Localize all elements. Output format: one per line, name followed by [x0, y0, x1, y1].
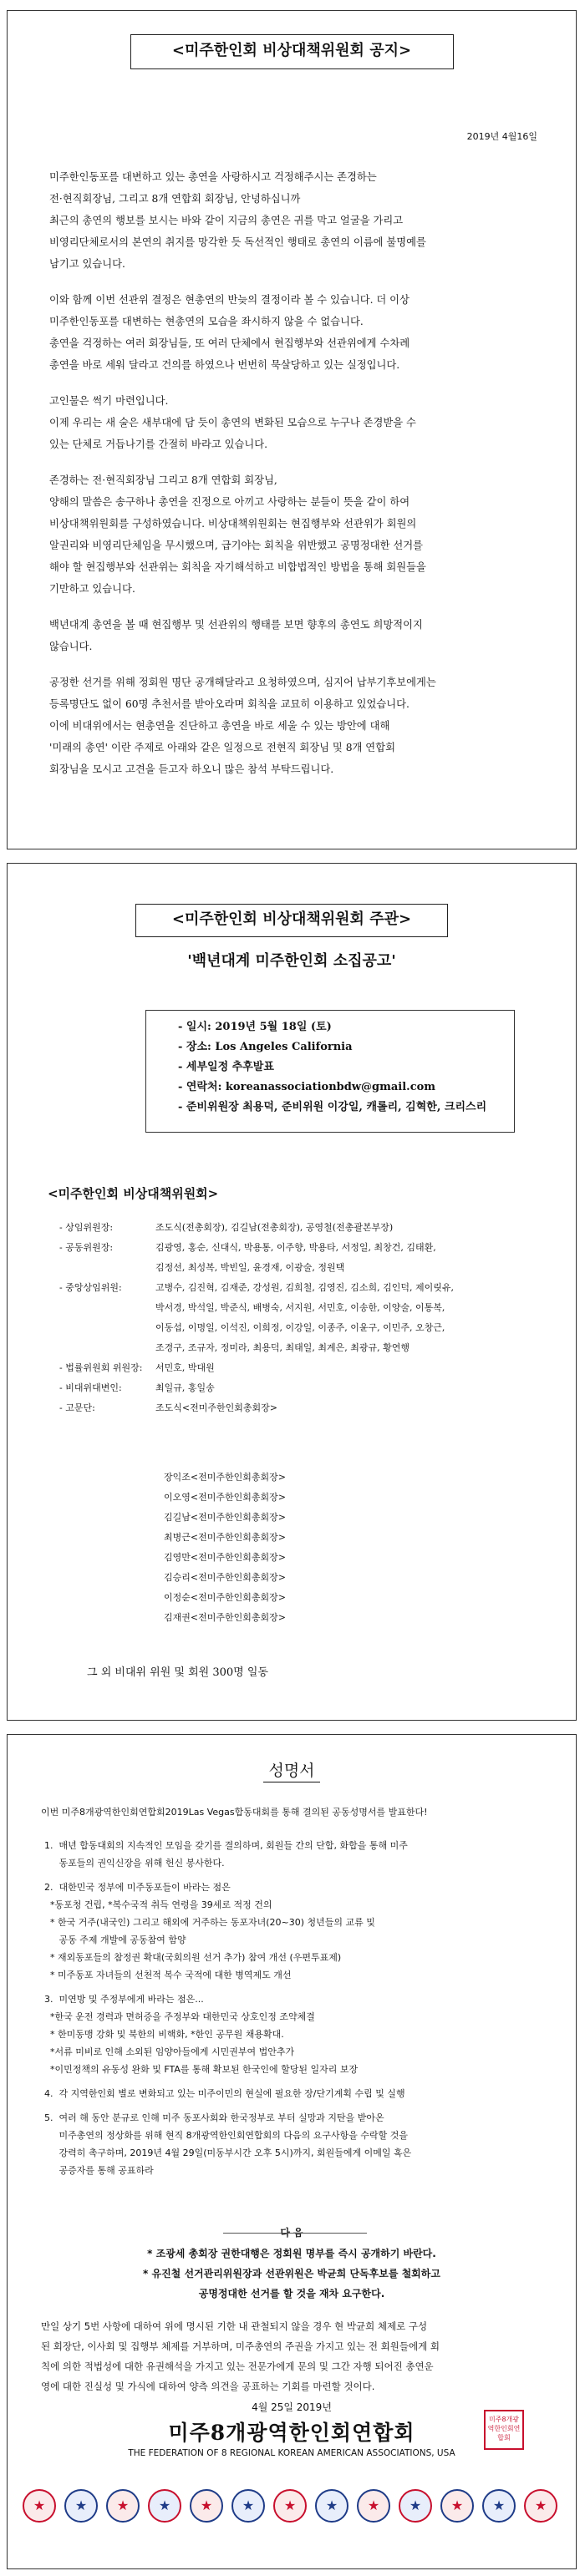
association-emblem-icon [64, 2489, 98, 2523]
org-title: <미주한인회 비상대책위원회> [48, 1186, 219, 1201]
statement-line: 4. 각 지역한인회 별로 변화되고 있는 미주이민의 현실에 필요한 장/단기계획 수립 및 실행 [44, 2088, 405, 2099]
notice-line: 회장님을 모시고 고견을 듣고자 하오니 많은 참석 부탁드립니다. [49, 763, 334, 775]
notice-line: 있는 단체로 거듭나기를 간절히 바라고 있습니다. [49, 439, 268, 450]
convocation-title: <미주한인회 비상대책위원회 주관> [135, 904, 448, 937]
notice-paragraph [49, 390, 551, 455]
emblem-star-icon: ★ [283, 2497, 297, 2513]
org-role-members: 조도식(전총회장), 김길남(전총회장), 공영철(전총괄본부장) [155, 1222, 394, 1233]
demands-list [8, 2244, 576, 2304]
notice-title: <미주한인회 비상대책위원회 공지> [130, 34, 454, 69]
statement-line: 강력히 촉구하며, 2019년 4월 29일(미동부시간 오후 5시)까지, 회원들에게 이메일 혹은 [44, 2148, 412, 2158]
org-role-members: 최일규, 홍일송 [155, 1382, 215, 1393]
org-role-label: - 중앙상임위원: [59, 1282, 122, 1293]
org-role-members: 이동섭, 이명일, 이석진, 이희정, 이강일, 이종주, 이윤구, 이민주, 오창근, [155, 1322, 445, 1333]
org-role-label: - 법률위원회 위원장: [59, 1362, 143, 1373]
notice-line: 이에 비대위에서는 현총연을 진단하고 총연을 바로 세울 수 있는 방안에 대해 [49, 720, 390, 732]
notice-paragraph [49, 614, 551, 657]
statement-line: 1. 매년 합동대회의 지속적인 모임을 갖기를 결의하며, 회원들 간의 단합, 화합을 통해 미주 [44, 1840, 408, 1851]
demands-title: 다 음 [280, 2227, 303, 2239]
notice-line: 알권리와 비영리단체임을 무시했으며, 급기야는 회칙을 위반했고 공명정대한 선거를 [49, 540, 424, 551]
org-row [59, 1258, 561, 1278]
statement-title: 성명서 [263, 1762, 319, 1782]
info-item: - 세부일정 추후발표 [178, 1061, 274, 1073]
statement-line: * 한미동맹 강화 및 북한의 비핵화, *한인 공무원 채용확대. [44, 2029, 284, 2040]
advisor-name: 김영만<전미주한인회총회장> [164, 1552, 286, 1563]
emblem-row [8, 2482, 576, 2533]
org-members [59, 1218, 561, 1418]
notice-panel [7, 10, 577, 849]
notice-date: 2019년 4월16일 [466, 131, 537, 142]
org-role-label [59, 1318, 155, 1338]
statement-item [44, 2109, 562, 2179]
notice-line: 이제 우리는 새 술은 새부대에 담 듯이 총연의 변화된 모습으로 누구나 존경받을 수 [49, 417, 416, 428]
notice-paragraph [49, 672, 551, 780]
org-role-members: 조도식<전미주한인회총회장> [155, 1402, 277, 1413]
closing-line: 된 회장단, 이사회 및 집행부 체제를 거부하며, 미주총연의 주권을 가지고 있는 전 회원들에게 회 [41, 2340, 440, 2352]
emblem-star-icon: ★ [242, 2497, 255, 2513]
info-list [178, 1017, 486, 1118]
notice-line: 비영리단체로서의 본연의 취지를 망각한 듯 독선적인 행태로 총연의 이름에 불명예를 [49, 236, 426, 248]
convocation-panel [7, 863, 577, 1721]
official-seal: 미주8개광역한인회연합회 [484, 2410, 524, 2450]
emblem-star-icon: ★ [367, 2497, 380, 2513]
emblem-star-icon: ★ [200, 2497, 213, 2513]
association-emblem-icon [482, 2489, 516, 2523]
emblem-star-icon: ★ [325, 2497, 338, 2513]
association-emblem-icon [440, 2489, 474, 2523]
notice-line: 전·현직회장님, 그리고 8개 연합회 회장님, 안녕하십니까 [49, 193, 301, 205]
org-row [59, 1318, 561, 1338]
org-name: 미주8개광역한인회연합회 [168, 2421, 415, 2445]
statement-line: 공증자를 통해 공표하라 [44, 2165, 154, 2176]
emblem-star-icon: ★ [450, 2497, 464, 2513]
association-emblem-icon [23, 2489, 56, 2523]
org-role-label [59, 1258, 155, 1278]
closing-line: 영에 대한 진실성 및 가식에 대하여 양측 의견을 공표하는 기회를 마련할 것이다. [41, 2381, 375, 2392]
notice-line: 최근의 총연의 행보를 보시는 바와 같이 지금의 총연은 귀를 막고 얼굴을 가리고 [49, 215, 404, 226]
advisor-name: 최병근<전미주한인회총회장> [164, 1532, 286, 1543]
notice-paragraph [49, 469, 551, 600]
advisor-name: 김재권<전미주한인회총회장> [164, 1612, 286, 1623]
info-box [145, 1010, 515, 1133]
association-emblem-icon [106, 2489, 140, 2523]
association-emblem-icon [148, 2489, 181, 2523]
association-emblem-icon [190, 2489, 223, 2523]
org-role-label: - 공동위원장: [59, 1242, 114, 1253]
advisor-name: 김길남<전미주한인회총회장> [164, 1512, 286, 1523]
association-emblem-icon [273, 2489, 307, 2523]
association-emblem-icon [399, 2489, 432, 2523]
advisor-name: 이오영<전미주한인회총회장> [164, 1492, 286, 1503]
statement-line: 동포들의 권익신장을 위해 헌신 봉사한다. [44, 1858, 225, 1869]
notice-line: 해야 할 현집행부와 선관위는 회칙을 자기해석하고 비합법적인 방법을 통해 회원들을 [49, 561, 426, 573]
demand-line: * 유진철 선거관리위원장과 선관위원은 박균희 단독후보를 철회하고 [143, 2268, 440, 2279]
org-role-members: 김정선, 최성복, 박빈일, 윤경재, 이광술, 정원택 [155, 1262, 345, 1273]
notice-line: 총연을 바로 세워 달라고 건의를 하였으나 번번히 묵살당하고 있는 실정입니다. [49, 359, 400, 371]
statement-line: 5. 여러 해 동안 분규로 인해 미주 동포사회와 한국정부로 부터 실망과 지탄을 받아온 [44, 2112, 384, 2123]
org-role-members: 박서경, 박석일, 박준식, 배병숙, 서지원, 서민호, 이송한, 이양술, 이통복, [155, 1302, 445, 1313]
statement-line: * 한국 거주(내국인) 그리고 해외에 거주하는 동포자녀(20~30) 청년들의 교류 및 [44, 1917, 375, 1928]
closing-paragraph [41, 2316, 559, 2396]
association-emblem-icon [357, 2489, 390, 2523]
convocation-footer: 그 외 비대위 위원 및 회원 300명 일동 [87, 1666, 268, 1679]
statement-line: *서류 미비로 인해 소외된 임양아들에게 시민권부여 법안추가 [44, 2046, 295, 2057]
statement-line: 공동 주제 개발에 공동참여 함양 [44, 1935, 186, 1945]
notice-line: 미주한인동포를 대변하고 있는 총연을 사랑하시고 걱정해주시는 존경하는 [49, 171, 377, 183]
org-role-label [59, 1298, 155, 1318]
notice-paragraph [49, 289, 551, 376]
notice-line: 미주한인동포를 대변하는 현총연의 모습을 좌시하지 않을 수 없습니다. [49, 316, 364, 327]
statement-line: * 미주동포 자녀들의 선천적 복수 국적에 대한 병역제도 개선 [44, 1970, 292, 1980]
org-role-label: - 고문단: [59, 1402, 95, 1413]
org-row [59, 1278, 561, 1298]
association-emblem-icon [231, 2489, 265, 2523]
emblem-star-icon: ★ [409, 2497, 422, 2513]
statement-item [44, 1990, 562, 2078]
statement-line: 미주총연의 정상화를 위해 현직 8개광역한인회연합회의 다음의 요구사항을 수락할 것을 [44, 2130, 408, 2141]
org-role-members: 서민호, 박대원 [155, 1362, 215, 1373]
advisor-name: 이정순<전미주한인회총회장> [164, 1592, 286, 1603]
advisor-name: 김승리<전미주한인회총회장> [164, 1572, 286, 1583]
notice-line: 등록명단도 없이 60명 추천서를 받아오라며 회칙을 교묘히 이용하고 있었습니다. [49, 698, 410, 710]
org-name-en: THE FEDERATION OF 8 REGIONAL KOREAN AMERICAN ASSOCIATIONS, USA [128, 2448, 455, 2458]
closing-line: 만일 상기 5번 사항에 대하여 위에 명시된 기한 내 관철되지 않을 경우 현 박균희 체제로 구성 [41, 2320, 428, 2332]
statement-line: *한국 운전 경력과 면허증을 주정부와 대한민국 상호인정 조약체결 [44, 2011, 315, 2022]
statement-line: *동포청 건립, *복수국적 취득 연령을 39세로 적정 건의 [44, 1899, 272, 1910]
advisor-name: 장익조<전미주한인회총회장> [164, 1472, 286, 1483]
statement-date: 4월 25일 2019년 [252, 2401, 332, 2413]
notice-line: 백년대계 총연을 볼 때 현집행부 및 선관위의 행태를 보면 향후의 총연도 희망적이지 [49, 619, 423, 631]
emblem-star-icon: ★ [492, 2497, 506, 2513]
demand-line: * 조광세 총회장 권한대행은 정회원 명부를 즉시 공개하기 바란다. [147, 2248, 436, 2259]
notice-line: 공정한 선거를 위해 정회원 명단 공개해달라고 요청하였으며, 심지어 납부기후보에게는 [49, 677, 436, 688]
org-row [59, 1218, 561, 1238]
org-role-label: - 비대위대변인: [59, 1382, 122, 1393]
emblem-star-icon: ★ [74, 2497, 88, 2513]
association-emblem-icon [524, 2489, 557, 2523]
statement-item [44, 2085, 562, 2102]
statement-panel [7, 1734, 577, 2569]
notice-line: 비상대책위원회를 구성하였습니다. 비상대책위원회는 현집행부와 선관위가 회원의 [49, 518, 417, 530]
notice-line: 않습니다. [49, 641, 93, 652]
org-row [59, 1338, 561, 1358]
statement-line: 3. 미연방 및 주정부에게 바라는 점은... [44, 1994, 204, 2005]
org-role-members: 조경구, 조규자, 정미라, 최용덕, 최태일, 최계은, 최광규, 황연행 [155, 1342, 410, 1353]
demand-line: 공명정대한 선거를 할 것을 재차 요구한다. [198, 2288, 385, 2300]
statement-line: *이민정책의 유동성 완화 및 FTA를 통해 확보된 한국인에 할당된 일자리 보장 [44, 2064, 359, 2075]
emblem-star-icon: ★ [33, 2497, 46, 2513]
org-row [59, 1378, 561, 1398]
org-row [59, 1298, 561, 1318]
emblem-star-icon: ★ [158, 2497, 171, 2513]
demands-divider-left [223, 2233, 367, 2234]
notice-line: 이와 함께 이번 선관위 결정은 현총연의 반늦의 결정이라 볼 수 있습니다. 더 이상 [49, 294, 410, 306]
notice-line: 양해의 말씀은 송구하나 총연을 진정으로 아끼고 사랑하는 분들이 뜻을 같이 하여 [49, 496, 410, 508]
statement-item [44, 1837, 562, 1872]
notice-line: 고인물은 썩기 마련입니다. [49, 395, 169, 407]
emblem-star-icon: ★ [534, 2497, 547, 2513]
notice-line: 기만하고 있습니다. [49, 583, 135, 595]
notice-line: 총연을 걱정하는 여러 회장님들, 또 여러 단체에서 현집행부와 선관위에게 수차례 [49, 337, 410, 349]
org-role-label [59, 1338, 155, 1358]
notice-line: 존경하는 전·현직회장님 그리고 8개 연합회 회장님, [49, 474, 277, 486]
statement-line: * 재외동포들의 참정권 확대(국회의원 선거 추가) 참여 개선 (우편투표제) [44, 1952, 342, 1963]
emblem-star-icon: ★ [116, 2497, 130, 2513]
statement-line: 2. 대한민국 정부에 미주동포들이 바라는 점은 [44, 1882, 231, 1893]
statement-item [44, 1879, 562, 1984]
closing-line: 칙에 의한 적법성에 대한 유권해석을 가지고 있는 전문가에게 문의 및 그간 자행 되어진 총연운 [41, 2360, 434, 2372]
org-row [59, 1358, 561, 1378]
advisor-list [59, 1468, 286, 1628]
org-row [59, 1398, 561, 1418]
notice-body [49, 166, 551, 794]
statement-items [44, 1837, 562, 2186]
info-item: - 연락처: koreanassociationbdw@gmail.com [178, 1081, 436, 1093]
statement-intro: 이번 미주8개광역한인회연합회2019Las Vegas합동대회를 통해 결의된 공동성명서를 발표한다! [41, 1807, 428, 1818]
org-role-members: 김광영, 홍순, 신대식, 박용통, 이주향, 박용타, 서정일, 최창건, 김태환, [155, 1242, 436, 1253]
info-item: - 장소: Los Angeles California [178, 1041, 353, 1053]
convocation-subtitle: '백년대계 미주한인회 소집공고' [187, 952, 396, 970]
info-item: - 일시: 2019년 5월 18일 (토) [178, 1021, 332, 1033]
info-item: - 준비위원장 최용덕, 준비위원 이강일, 캐롤리, 김혁한, 크리스리 [178, 1101, 487, 1113]
org-role-members: 고병수, 김진혁, 김재준, 강성원, 김희철, 김영진, 김소희, 김인덕, 제이릿유, [155, 1282, 454, 1293]
association-emblem-icon [315, 2489, 348, 2523]
notice-paragraph [49, 166, 551, 275]
org-row [59, 1238, 561, 1258]
notice-line: 남기고 있습니다. [49, 258, 125, 270]
notice-line: '미래의 총연' 이란 주제로 아래와 같은 일정으로 전현직 회장님 및 8개 연합회 [49, 742, 395, 753]
org-role-label: - 상임위원장: [59, 1222, 114, 1233]
